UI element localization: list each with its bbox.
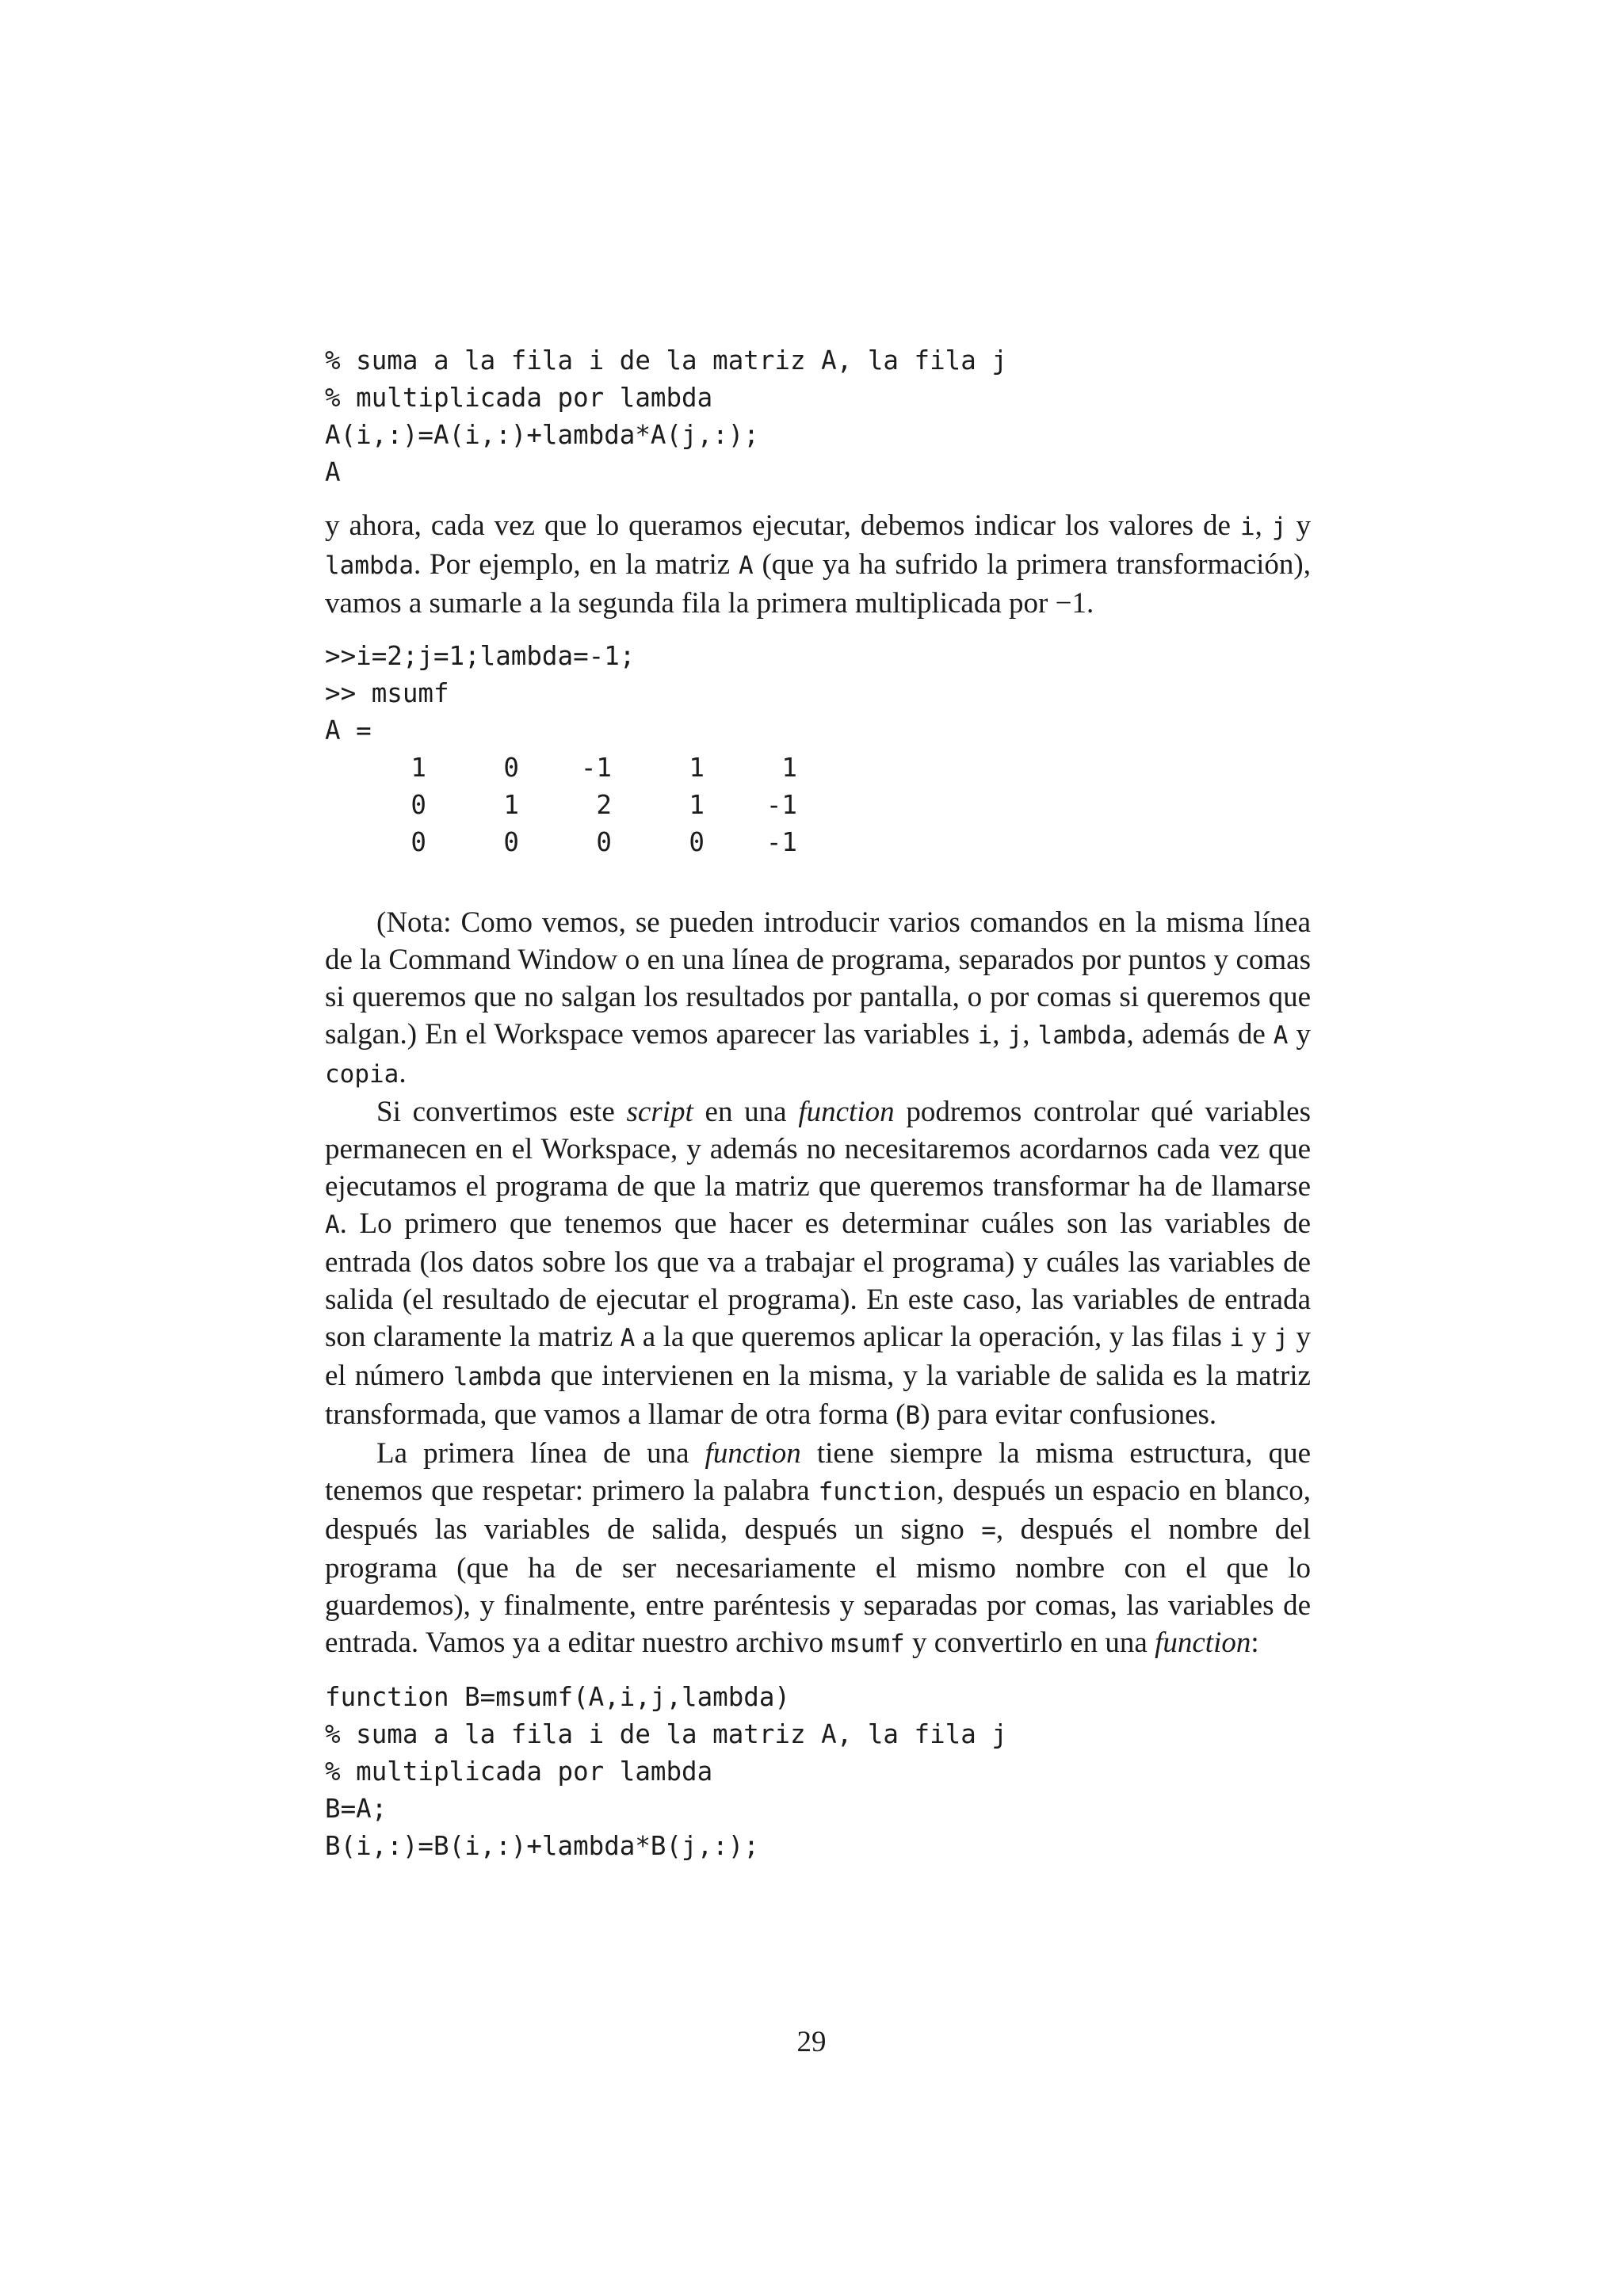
text-run: en una [693, 1096, 799, 1128]
matrix-cell: 1 [689, 753, 705, 783]
text-run: y [1244, 1321, 1274, 1353]
code-block-1 [325, 342, 1311, 491]
matrix-cell: 0 [503, 753, 519, 783]
code-line: A [325, 457, 341, 487]
code-line: % multiplicada por lambda [325, 383, 713, 413]
matrix-cell: 1 [411, 753, 426, 783]
code-line: function B=msumf(A,i,j,lambda) [325, 1682, 790, 1712]
text-run: y convertirlo en una [904, 1627, 1155, 1659]
code-inline: copia [325, 1060, 399, 1089]
matrix-cell: -1 [580, 753, 612, 783]
matrix-cell: 2 [596, 790, 612, 820]
matrix-cell: 1 [689, 790, 705, 820]
paragraph-4 [325, 1435, 1311, 1663]
text-run: que intervienen en la misma, y la variable de salida es la matriz transformada, que vamos a llamar de otra forma ( [325, 1360, 1311, 1431]
emphasis: function [798, 1096, 895, 1128]
text-run: . [399, 1057, 407, 1089]
code-line: A = [325, 715, 372, 746]
code-block-3 [325, 1679, 1311, 1865]
text-run: y ahora, cada vez que lo queramos ejecutar, debemos indicar los valores de [325, 509, 1240, 542]
code-line: >> msumf [325, 678, 449, 708]
code-inline: A [620, 1324, 636, 1352]
code-inline: B [905, 1402, 921, 1430]
code-line: % suma a la fila i de la matriz A, la fila j [325, 345, 1007, 376]
code-line: >>i=2;j=1;lambda=-1; [325, 641, 636, 671]
code-inline: A [1273, 1021, 1289, 1050]
text-run: , [1254, 509, 1272, 542]
paragraph-3 [325, 1093, 1311, 1435]
matrix-row [379, 787, 797, 824]
code-line: % suma a la fila i de la matriz A, la fila j [325, 1719, 1007, 1749]
matrix-cell: 1 [781, 753, 797, 783]
matrix-cell: 0 [411, 827, 426, 857]
code-inline: i [977, 1021, 993, 1050]
matrix-cell: 0 [503, 827, 519, 857]
code-inline: msumf [831, 1630, 905, 1658]
code-inline: i [1229, 1324, 1244, 1352]
text-run: , [1022, 1018, 1038, 1051]
text-run: tiene siempre la misma estructura, que tenemos que respetar: primero la palabra [325, 1437, 1312, 1507]
code-inline: lambda [325, 551, 414, 580]
text-run: Si convertimos este [376, 1096, 627, 1128]
code-line: B=A; [325, 1794, 388, 1824]
code-inline: A [739, 551, 754, 580]
matrix-output [379, 749, 797, 861]
code-inline: = [981, 1516, 996, 1545]
text-run: (Nota: Como vemos, se pueden introducir varios comandos en la misma línea de la Command Window o en una línea de programa, separados por puntos y comas si queremos que no salgan los resultados por pantalla, o por comas si queremos que salgan.) En el Workspace vemos aparecer las variables [325, 906, 1311, 1051]
matrix-cell: -1 [766, 827, 797, 857]
code-line: A(i,:)=A(i,:)+lambda*A(j,:); [325, 420, 759, 450]
emphasis: function [1155, 1627, 1251, 1659]
text-run: : [1251, 1627, 1259, 1659]
matrix-cell: 1 [503, 790, 519, 820]
code-inline: A [325, 1211, 340, 1239]
paragraph-1 [325, 507, 1311, 622]
text-run: podremos controlar qué variables permanecen en el Workspace, y además no necesitaremos acordarnos cada vez que ejecutamos el programa de que la matriz que queremos transformar ha de llamarse [325, 1096, 1311, 1203]
text-run: y el número [325, 1321, 1312, 1392]
matrix-cell: 0 [411, 790, 426, 820]
text-run: y [1288, 1018, 1312, 1051]
matrix-cell: -1 [766, 790, 797, 820]
text-run: a la que queremos aplicar la operación, y las filas [635, 1321, 1230, 1353]
code-block-2 [325, 638, 1311, 749]
text-run: , después un espacio en blanco, después las variables de salida, después un signo [325, 1474, 1311, 1546]
text-run: y [1286, 509, 1312, 542]
code-inline: lambda [1037, 1021, 1127, 1050]
text-run: . Lo primero que tenemos que hacer es determinar cuáles son las variables de entrada (los datos sobre los que va a trabajar el programa) y cuáles las variables de salida (el resultado de ejecutar el programa). En este caso, las variables de entrada son claramente la matriz [325, 1207, 1311, 1353]
code-inline: j [1274, 1324, 1289, 1352]
code-line: % multiplicada por lambda [325, 1756, 713, 1787]
emphasis: function [705, 1437, 801, 1470]
text-run: (que ya ha sufrido la primera transformación), vamos a sumarle a la segunda fila la primera multiplicada por −1. [325, 548, 1311, 620]
code-inline: j [1007, 1021, 1023, 1050]
text-run: , además de [1126, 1018, 1274, 1051]
text-run: . Por ejemplo, en la matriz [413, 548, 739, 581]
text-run: , después el nombre del programa (que ha de ser necesariamente el mismo nombre con el que lo guardemos), y finalmente, entre paréntesis y separadas por comas, las variables de entrada. Vamos ya a editar nuestro archivo [325, 1513, 1311, 1659]
matrix-cell: 0 [689, 827, 705, 857]
matrix-row [379, 749, 797, 787]
matrix-cell: 0 [596, 827, 612, 857]
page-content [325, 342, 1311, 1865]
code-inline: lambda [453, 1363, 542, 1391]
page-number: 29 [796, 2026, 827, 2058]
code-line: B(i,:)=B(i,:)+lambda*B(j,:); [325, 1831, 759, 1861]
code-inline: function [818, 1478, 937, 1506]
matrix-row [379, 824, 797, 861]
paragraph-2 [325, 904, 1311, 1093]
emphasis: script [626, 1096, 693, 1128]
text-run: ) para evitar confusiones. [920, 1398, 1217, 1431]
code-inline: j [1271, 513, 1287, 541]
text-run: , [992, 1018, 1008, 1051]
code-inline: i [1239, 513, 1255, 541]
text-run: La primera línea de una [376, 1437, 705, 1470]
